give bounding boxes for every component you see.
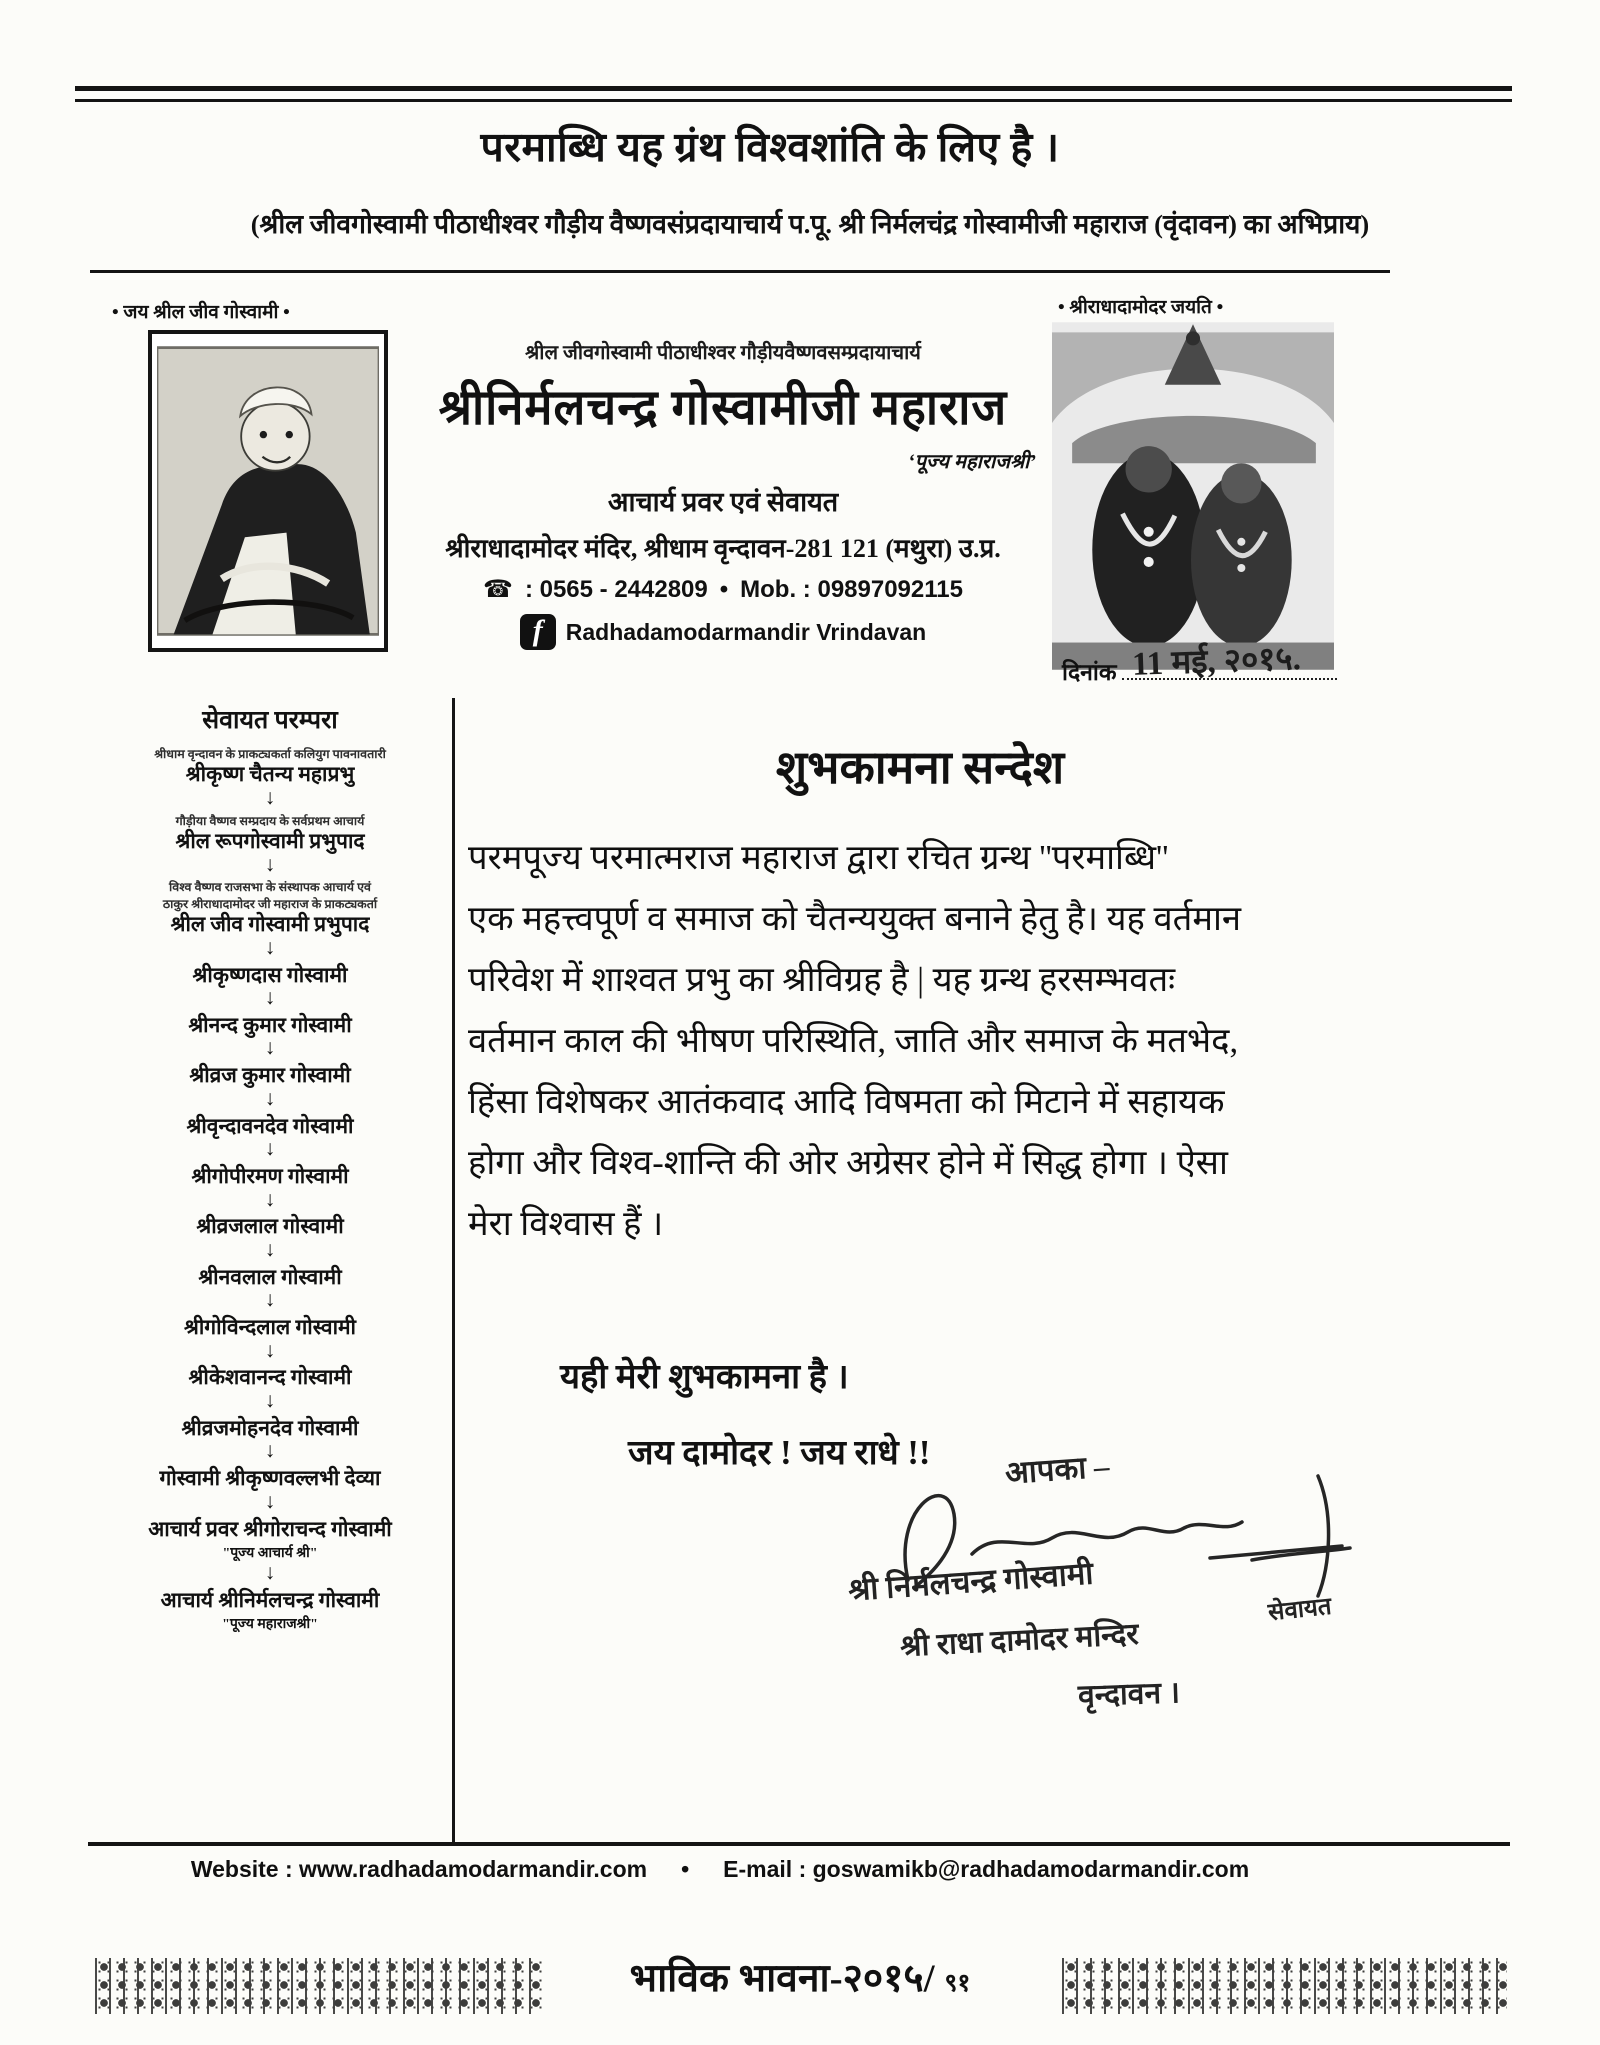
down-arrow-icon: ↓ [264,1236,276,1261]
message-line: परमपूज्य परमात्मराज महाराज द्वारा रचित ग्रन्थ ''परमाब्धि'' [468,839,1169,877]
guru-photo-art [157,339,379,643]
top-rule-thick [75,86,1512,91]
lineage-item [148,1516,392,1585]
phone-number: : 0565 - 2442809 [524,575,708,603]
facebook-icon: f [520,614,556,650]
lineage-item [196,1214,344,1261]
lineage-item [162,880,378,959]
signature-opener: आपका – [1003,1448,1111,1491]
lineage-item-name: श्रीव्रजलाल गोस्वामी [196,1214,344,1239]
contact-separator: • [719,575,729,603]
letterhead-honorific: ‘पूज्य महाराजश्री’ [907,451,1036,473]
lineage-item [189,1063,351,1110]
date-label: दिनांक [1062,660,1117,685]
document-subtitle: (श्रील जीवगोस्वामी पीठाधीश्वर गौड़ीय वैष्णवसंप्रदायाचार्य प.पू. श्री निर्मलचंद्र गोस्वामीजी महाराज (वृंदावन) का अभिप्राय) [250,209,1370,239]
facebook-row [392,614,1054,650]
message-line: परिवेश में शाश्वत प्रभु का श्रीविग्रह है | यह ग्रन्थ हरसम्भवतः [468,961,1176,999]
lineage-item-note: विश्व वैष्णव राजसभा के संस्थापक आचार्य एवं [169,880,371,895]
lineage-item-name: श्रीकृष्णदास गोस्वामी [192,962,348,987]
down-arrow-icon: ↓ [264,1035,276,1060]
lineage-item-name: श्रीनन्द कुमार गोस्वामी [188,1012,352,1037]
letterhead-address: श्रीराधादामोदर मंदिर, श्रीधाम वृन्दावन-281 121 (मथुरा) उ.प्र. [445,534,1001,563]
top-rule-thin [75,99,1512,102]
down-arrow-icon: ↓ [264,1287,276,1312]
letterhead-name: श्रीनिर्मलचन्द्र गोस्वामीजी महाराज [438,380,1008,436]
message-paragraph [468,828,1443,1255]
lineage-heading: सेवायत परम्परा [202,707,338,734]
signature-role: सेवायत [1266,1593,1333,1627]
band-page-number: ९१ [944,1970,971,1997]
lineage-item-name: श्रीनवलाल गोस्वामी [198,1264,342,1289]
down-arrow-icon: ↓ [264,1560,276,1585]
message-line: होगा और विश्व-शान्ति की ओर अग्रेसर होने में सिद्ध होगा । ऐसा [468,1144,1228,1182]
message-line: हिंसा विशेषकर आतंकवाद आदि विषमता को मिटाने में सहायक [468,1083,1225,1121]
lineage-item [159,1466,381,1513]
message-salutation: जय दामोदर ! जय राधे !! [628,1434,931,1472]
lineage-item-name: श्रीवृन्दावनदेव गोस्वामी [186,1113,354,1138]
lineage-item-name: आचार्य श्रीनिर्मलचन्द्र गोस्वामी [160,1587,380,1612]
down-arrow-icon: ↓ [264,1488,276,1513]
website-text: Website : www.radhadamodarmandir.com [190,1856,648,1882]
down-arrow-icon: ↓ [264,934,276,959]
message-line: वर्तमान काल की भीषण परिस्थिति, जाति और समाज के मतभेद, [468,1022,1239,1060]
lineage-item [188,1365,352,1412]
footer-separator: • [681,1856,690,1882]
lineage-item [192,962,348,1010]
lineage-item [186,1113,354,1161]
lineage-item-note2: ठाकुर श्रीराधादामोदर जी महाराज के प्राकट्यकर्ता [162,897,378,911]
lineage-item [188,1012,352,1060]
down-arrow-icon: ↓ [264,985,276,1010]
lineage-item-name: गोस्वामी श्रीकृष्णवल्लभी देव्या [159,1466,381,1491]
lineage-item-subtitle: "पूज्य महाराजश्री" [222,1617,318,1633]
right-motto: • श्रीराधादामोदर जयति • [1058,297,1224,318]
down-arrow-icon: ↓ [264,1136,276,1161]
lineage-item [198,1264,342,1312]
lineage-item [175,814,364,874]
letterhead-contact-row [392,575,1054,604]
message-heading: शुभकामना सन्देश [775,742,1065,793]
lineage-item-name: श्रीव्रजमोहनदेव गोस्वामी [181,1415,359,1440]
footer-rule [88,1842,1510,1846]
document-title: परमाब्धि यह ग्रंथ विश्वशांति के लिए है । [480,124,1060,170]
down-arrow-icon: ↓ [264,1186,276,1211]
signature-name: श्री निर्मलचन्द्र गोस्वामी [847,1555,1095,1608]
left-motto: • जय श्रील जीव गोस्वामी • [112,302,290,323]
lineage-item [183,1315,357,1362]
subtitle-rule [90,270,1390,273]
lineage-item [191,1164,349,1211]
down-arrow-icon: ↓ [264,1337,276,1362]
deity-image-art [1052,322,1334,670]
column-divider [452,698,455,1844]
lineage-item-name: आचार्य प्रवर श्रीगोराचन्द गोस्वामी [148,1516,392,1541]
lineage-item-name: श्रील रूपगोस्वामी प्रभुपाद [175,829,365,854]
facebook-page-name: Radhadamodarmandir Vrindavan [565,618,927,645]
letterhead [392,338,1054,650]
footer-contact-line [0,1856,1440,1883]
guru-photo [148,330,388,652]
lineage-item [154,747,386,807]
deity-image [1052,322,1334,670]
band-title-text: भाविक भावना-२०१५/ [629,1957,935,2000]
footer-band-title [0,1950,1600,2003]
lineage-item-subtitle: "पूज्य आचार्य श्री" [222,1546,318,1562]
down-arrow-icon: ↓ [264,784,276,809]
lineage-item-name: श्रील जीव गोस्वामी प्रभुपाद [170,912,370,937]
email-text: E-mail : goswamikb@radhadamodarmandir.com [723,1856,1250,1882]
lineage-item-name: श्रीगोपीरमण गोस्वामी [191,1164,349,1189]
lineage-item-name: श्रीकेशवानन्द गोस्वामी [188,1365,352,1390]
lineage-item-note: गौड़ीया वैष्णव सम्प्रदाय के सर्वप्रथम आचार्य [175,814,365,828]
lineage-list [148,747,392,1633]
lineage-item [181,1415,359,1463]
lineage-item [161,1589,380,1634]
letterhead-pretitle: श्रील जीवगोस्वामी पीठाधीश्वर गौड़ीयवैष्णवसम्प्रदायाचार्य [525,342,921,364]
down-arrow-icon: ↓ [264,851,276,876]
signature-place: वृन्दावन । [1077,1676,1181,1713]
signature-temple: श्री राधा दामोदर मन्दिर [899,1617,1140,1664]
lineage-item-name: श्रीगोविन्दलाल गोस्वामी [183,1315,357,1340]
message-line: एक महत्त्वपूर्ण व समाज को चैतन्ययुक्त बनाने हेतु है। यह वर्तमान [468,900,1242,938]
message-closing: यही मेरी शुभकामना है । [560,1358,849,1396]
lineage-sidebar [92,702,448,1633]
lineage-item-note: श्रीधाम वृन्दावन के प्राकट्यकर्ता कलियुग पावनावतारी [154,747,386,761]
down-arrow-icon: ↓ [264,1085,276,1110]
lineage-item-name: श्रीकृष्ण चैतन्य महाप्रभु [185,762,355,787]
lineage-item-name: श्रीव्रज कुमार गोस्वामी [189,1063,351,1088]
down-arrow-icon: ↓ [264,1387,276,1412]
phone-icon: ☎ [483,576,513,603]
mobile-number: Mob. : 09897092115 [740,575,963,603]
message-line: मेरा विश्वास हैं । [468,1205,664,1243]
date-handwritten: 11 मई, २०१५. [1131,641,1302,683]
down-arrow-icon: ↓ [264,1438,276,1463]
letterhead-designation: आचार्य प्रवर एवं सेवायत [607,487,839,517]
date-row [1062,641,1337,687]
